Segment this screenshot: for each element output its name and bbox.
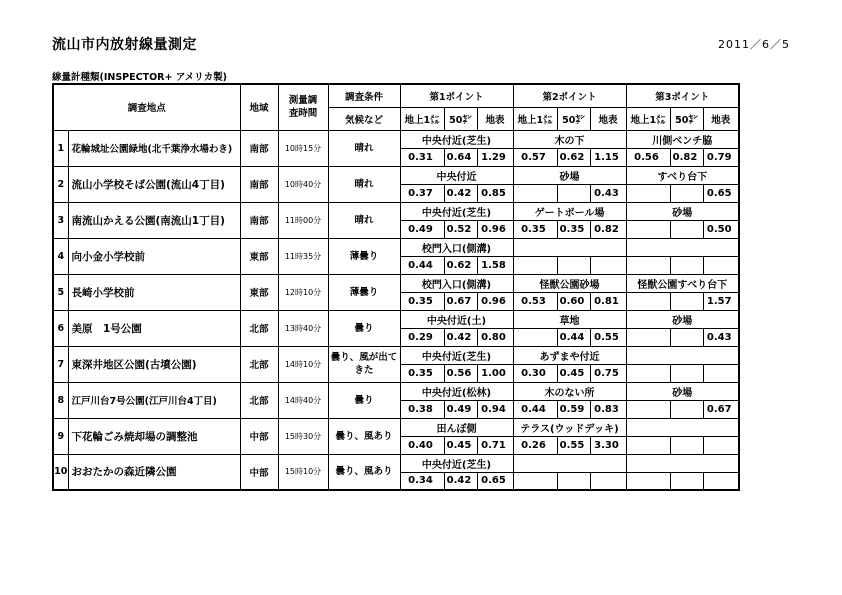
point-2-value bbox=[590, 472, 626, 490]
weather-cell: 曇り、風が出てきた bbox=[328, 346, 400, 382]
time-cell: 15時10分 bbox=[278, 454, 328, 490]
point-3-value bbox=[670, 220, 703, 238]
point-3-value bbox=[626, 436, 670, 454]
point-3-value: 0.79 bbox=[703, 148, 739, 166]
point-2-value: 3.30 bbox=[590, 436, 626, 454]
header-time-line2: 査時間 bbox=[288, 108, 318, 120]
point-2-label bbox=[513, 454, 626, 472]
point-2-label: テラス(ウッドデッキ) bbox=[513, 418, 626, 436]
location-name: おおたかの森近隣公園 bbox=[68, 454, 240, 490]
point-2-label: 木のない所 bbox=[513, 382, 626, 400]
point-1-value: 0.64 bbox=[444, 148, 477, 166]
table-row bbox=[53, 454, 739, 472]
row-number: 6 bbox=[53, 310, 68, 346]
row-number: 3 bbox=[53, 202, 68, 238]
header-conditions: 調査条件 bbox=[328, 84, 400, 107]
table-row bbox=[53, 274, 739, 292]
point-3-label: 怪獣公園すべり台下 bbox=[626, 274, 739, 292]
table-row bbox=[53, 382, 739, 400]
point-2-value bbox=[590, 256, 626, 274]
time-cell: 11時35分 bbox=[278, 238, 328, 274]
point-1-value: 1.00 bbox=[477, 364, 513, 382]
point-3-value bbox=[670, 256, 703, 274]
point-2-value: 0.45 bbox=[557, 364, 590, 382]
point-1-value: 0.31 bbox=[400, 148, 444, 166]
point-1-value: 0.65 bbox=[477, 472, 513, 490]
point-3-value bbox=[626, 364, 670, 382]
point-2-label: 怪獣公園砂場 bbox=[513, 274, 626, 292]
row-number: 4 bbox=[53, 238, 68, 274]
point-3-value bbox=[626, 400, 670, 418]
point-2-value: 0.59 bbox=[557, 400, 590, 418]
location-name: 南流山かえる公園(南流山1丁目) bbox=[68, 202, 240, 238]
point-2-value: 0.82 bbox=[590, 220, 626, 238]
point-1-value: 0.56 bbox=[444, 364, 477, 382]
point-1-label: 中央付近(松林) bbox=[400, 382, 513, 400]
point-3-value bbox=[626, 292, 670, 310]
point-1-value: 0.67 bbox=[444, 292, 477, 310]
location-name: 美原 1号公園 bbox=[68, 310, 240, 346]
header-point-2: 第2ポイント bbox=[513, 84, 626, 107]
point-1-value: 0.85 bbox=[477, 184, 513, 202]
point-3-value: 0.82 bbox=[670, 148, 703, 166]
point-1-value: 0.38 bbox=[400, 400, 444, 418]
area-cell: 南部 bbox=[240, 202, 278, 238]
measurement-table bbox=[52, 83, 740, 491]
point-3-value: 1.57 bbox=[703, 292, 739, 310]
point-2-value bbox=[557, 184, 590, 202]
point-1-label: 中央付近(土) bbox=[400, 310, 513, 328]
time-cell: 12時10分 bbox=[278, 274, 328, 310]
point-2-value: 0.60 bbox=[557, 292, 590, 310]
header-time bbox=[278, 84, 328, 130]
point-1-value: 0.42 bbox=[444, 472, 477, 490]
point-1-label: 中央付近(芝生) bbox=[400, 202, 513, 220]
weather-cell: 晴れ bbox=[328, 130, 400, 166]
point-1-value: 0.49 bbox=[444, 400, 477, 418]
point-3-value bbox=[626, 256, 670, 274]
point-3-label: 砂場 bbox=[626, 382, 739, 400]
table-row bbox=[53, 310, 739, 328]
point-2-value: 0.53 bbox=[513, 292, 557, 310]
instrument-type: 線量計種類(INSPECTOR+ アメリカ製) bbox=[52, 72, 227, 83]
time-cell: 11時00分 bbox=[278, 202, 328, 238]
point-3-value bbox=[670, 364, 703, 382]
point-1-value: 0.35 bbox=[400, 292, 444, 310]
point-2-value: 0.26 bbox=[513, 436, 557, 454]
point-3-value bbox=[670, 436, 703, 454]
row-number: 8 bbox=[53, 382, 68, 418]
point-1-value: 0.49 bbox=[400, 220, 444, 238]
header-height-50cm: 50㌢ bbox=[670, 107, 703, 130]
weather-cell: 薄曇り bbox=[328, 274, 400, 310]
header-height-50cm: 50㌢ bbox=[444, 107, 477, 130]
point-2-value: 0.44 bbox=[557, 328, 590, 346]
table-row bbox=[53, 346, 739, 364]
location-name: 下花輪ごみ焼却場の調整池 bbox=[68, 418, 240, 454]
point-1-value: 0.42 bbox=[444, 328, 477, 346]
point-3-value bbox=[703, 472, 739, 490]
area-cell: 東部 bbox=[240, 274, 278, 310]
point-2-value: 0.57 bbox=[513, 148, 557, 166]
row-number: 5 bbox=[53, 274, 68, 310]
point-1-value: 0.62 bbox=[444, 256, 477, 274]
point-3-value bbox=[670, 400, 703, 418]
time-cell: 14時10分 bbox=[278, 346, 328, 382]
time-cell: 13時40分 bbox=[278, 310, 328, 346]
point-2-value: 0.44 bbox=[513, 400, 557, 418]
row-number: 10 bbox=[53, 454, 68, 490]
point-1-value: 0.37 bbox=[400, 184, 444, 202]
row-number: 2 bbox=[53, 166, 68, 202]
point-2-value: 0.55 bbox=[590, 328, 626, 346]
weather-cell: 曇り bbox=[328, 310, 400, 346]
weather-cell: 晴れ bbox=[328, 202, 400, 238]
point-3-label bbox=[626, 454, 739, 472]
point-3-label bbox=[626, 418, 739, 436]
weather-cell: 曇り、風あり bbox=[328, 418, 400, 454]
point-3-value bbox=[670, 472, 703, 490]
point-1-value: 1.29 bbox=[477, 148, 513, 166]
point-3-value bbox=[626, 220, 670, 238]
table-row bbox=[53, 238, 739, 256]
point-3-value bbox=[703, 256, 739, 274]
point-2-label: 木の下 bbox=[513, 130, 626, 148]
point-3-value: 0.50 bbox=[703, 220, 739, 238]
point-3-value bbox=[703, 436, 739, 454]
point-3-label: 川側ベンチ脇 bbox=[626, 130, 739, 148]
header-height-ground: 地表 bbox=[703, 107, 739, 130]
area-cell: 中部 bbox=[240, 418, 278, 454]
time-cell: 14時40分 bbox=[278, 382, 328, 418]
point-3-value bbox=[626, 472, 670, 490]
header-height-50cm: 50㌢ bbox=[557, 107, 590, 130]
point-2-value: 0.43 bbox=[590, 184, 626, 202]
point-3-value: 0.56 bbox=[626, 148, 670, 166]
header-height-1m: 地上1㍍ bbox=[400, 107, 444, 130]
point-2-value bbox=[513, 256, 557, 274]
row-number: 7 bbox=[53, 346, 68, 382]
location-name: 東深井地区公園(古墳公園) bbox=[68, 346, 240, 382]
point-3-value bbox=[703, 364, 739, 382]
time-cell: 10時40分 bbox=[278, 166, 328, 202]
point-1-label: 中央付近(芝生) bbox=[400, 130, 513, 148]
point-1-value: 0.35 bbox=[400, 364, 444, 382]
point-1-value: 1.58 bbox=[477, 256, 513, 274]
point-2-value: 0.35 bbox=[557, 220, 590, 238]
location-name: 流山小学校そば公園(流山4丁目) bbox=[68, 166, 240, 202]
header-height-ground: 地表 bbox=[477, 107, 513, 130]
point-1-label: 田んぼ側 bbox=[400, 418, 513, 436]
header-point-1: 第1ポイント bbox=[400, 84, 513, 107]
area-cell: 南部 bbox=[240, 130, 278, 166]
table-row bbox=[53, 418, 739, 436]
point-1-label: 中央付近(芝生) bbox=[400, 346, 513, 364]
header-weather: 気候など bbox=[328, 107, 400, 130]
table-row bbox=[53, 130, 739, 148]
point-1-label: 中央付近 bbox=[400, 166, 513, 184]
area-cell: 北部 bbox=[240, 310, 278, 346]
row-number: 9 bbox=[53, 418, 68, 454]
point-1-value: 0.52 bbox=[444, 220, 477, 238]
point-3-value: 0.43 bbox=[703, 328, 739, 346]
point-3-label: 砂場 bbox=[626, 202, 739, 220]
point-1-value: 0.96 bbox=[477, 292, 513, 310]
point-2-value: 1.15 bbox=[590, 148, 626, 166]
header-height-1m: 地上1㍍ bbox=[513, 107, 557, 130]
weather-cell: 薄曇り bbox=[328, 238, 400, 274]
point-2-value: 0.30 bbox=[513, 364, 557, 382]
point-3-label: 砂場 bbox=[626, 310, 739, 328]
point-2-value bbox=[513, 472, 557, 490]
point-2-value: 0.62 bbox=[557, 148, 590, 166]
point-1-value: 0.71 bbox=[477, 436, 513, 454]
point-2-value bbox=[557, 472, 590, 490]
point-2-value: 0.83 bbox=[590, 400, 626, 418]
report-date: 2011／6／5 bbox=[718, 38, 790, 51]
area-cell: 北部 bbox=[240, 382, 278, 418]
point-1-value: 0.45 bbox=[444, 436, 477, 454]
point-2-label: 草地 bbox=[513, 310, 626, 328]
point-1-label: 校門入口(側溝) bbox=[400, 238, 513, 256]
point-2-value bbox=[513, 328, 557, 346]
point-3-value bbox=[626, 328, 670, 346]
location-name: 江戸川台7号公園(江戸川台4丁目) bbox=[68, 382, 240, 418]
point-1-value: 0.34 bbox=[400, 472, 444, 490]
point-2-value: 0.81 bbox=[590, 292, 626, 310]
location-name: 花輪城址公園緑地(北千葉浄水場わき) bbox=[68, 130, 240, 166]
point-1-label: 校門入口(側溝) bbox=[400, 274, 513, 292]
point-3-label bbox=[626, 238, 739, 256]
point-2-value bbox=[557, 256, 590, 274]
area-cell: 北部 bbox=[240, 346, 278, 382]
point-1-value: 0.94 bbox=[477, 400, 513, 418]
point-1-label: 中央付近(芝生) bbox=[400, 454, 513, 472]
point-1-value: 0.29 bbox=[400, 328, 444, 346]
table-row bbox=[53, 166, 739, 184]
header-height-1m: 地上1㍍ bbox=[626, 107, 670, 130]
location-name: 向小金小学校前 bbox=[68, 238, 240, 274]
point-3-label: すべり台下 bbox=[626, 166, 739, 184]
header-time-line1: 測量調 bbox=[288, 95, 318, 107]
weather-cell: 曇り、風あり bbox=[328, 454, 400, 490]
weather-cell: 曇り bbox=[328, 382, 400, 418]
weather-cell: 晴れ bbox=[328, 166, 400, 202]
point-2-label: ゲートボール場 bbox=[513, 202, 626, 220]
point-1-value: 0.44 bbox=[400, 256, 444, 274]
header-area: 地域 bbox=[240, 84, 278, 130]
point-2-label bbox=[513, 238, 626, 256]
point-2-label: あずまや付近 bbox=[513, 346, 626, 364]
time-cell: 15時30分 bbox=[278, 418, 328, 454]
point-3-value: 0.65 bbox=[703, 184, 739, 202]
header-height-ground: 地表 bbox=[590, 107, 626, 130]
area-cell: 東部 bbox=[240, 238, 278, 274]
area-cell: 南部 bbox=[240, 166, 278, 202]
point-3-value bbox=[670, 328, 703, 346]
point-2-value: 0.55 bbox=[557, 436, 590, 454]
point-3-value: 0.67 bbox=[703, 400, 739, 418]
area-cell: 中部 bbox=[240, 454, 278, 490]
point-3-label bbox=[626, 346, 739, 364]
point-1-value: 0.42 bbox=[444, 184, 477, 202]
point-1-value: 0.96 bbox=[477, 220, 513, 238]
point-1-value: 0.40 bbox=[400, 436, 444, 454]
header-point-3: 第3ポイント bbox=[626, 84, 739, 107]
point-2-label: 砂場 bbox=[513, 166, 626, 184]
header-location: 調査地点 bbox=[53, 84, 240, 130]
time-cell: 10時15分 bbox=[278, 130, 328, 166]
page-title: 流山市内放射線量測定 bbox=[52, 37, 197, 53]
table-row bbox=[53, 202, 739, 220]
row-number: 1 bbox=[53, 130, 68, 166]
point-2-value: 0.75 bbox=[590, 364, 626, 382]
point-2-value: 0.35 bbox=[513, 220, 557, 238]
point-2-value bbox=[513, 184, 557, 202]
point-3-value bbox=[670, 292, 703, 310]
location-name: 長崎小学校前 bbox=[68, 274, 240, 310]
point-1-value: 0.80 bbox=[477, 328, 513, 346]
point-3-value bbox=[626, 184, 670, 202]
point-3-value bbox=[670, 184, 703, 202]
